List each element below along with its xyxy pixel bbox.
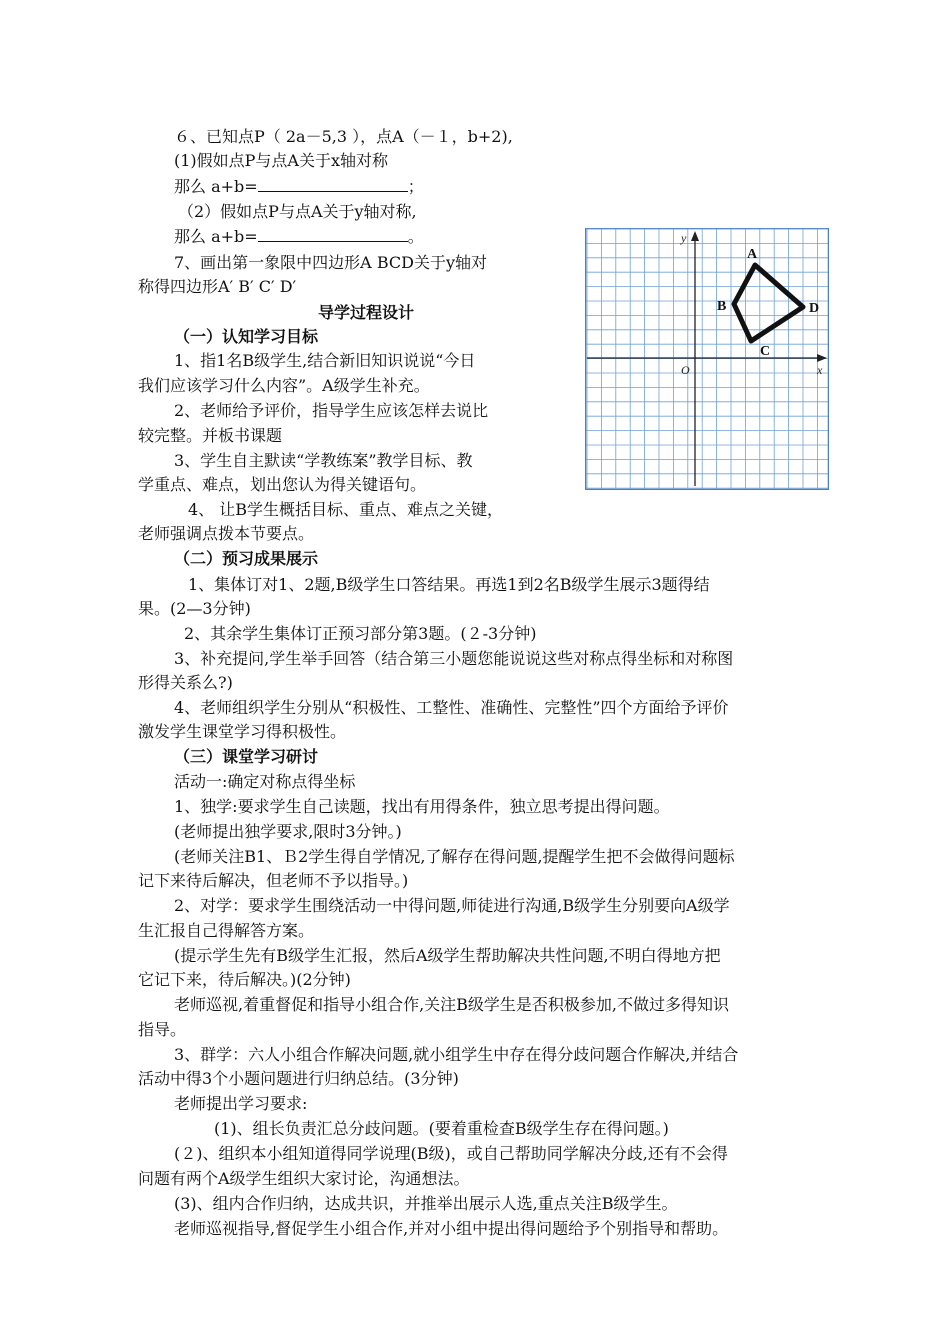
s1-line: 3、学生自主默读“学教练案”教学目标、教 xyxy=(174,451,473,470)
design-title: 导学过程设计 xyxy=(318,303,415,322)
section3-heading: （三）课堂学习研讨 xyxy=(174,747,319,766)
s3-line: 3、群学：六人小组合作解决问题,就小组学生中存在得分歧问题合作解决,并结合 xyxy=(174,1045,739,1064)
q6-part2-blank[interactable] xyxy=(258,227,408,242)
s3-line: 老师提出学习要求: xyxy=(174,1094,308,1113)
q6-part1-answer-prefix: 那么 a+b= xyxy=(174,177,258,196)
s3-line: 老师巡视,着重督促和指导小组合作,关注B级学生是否积极参加,不做过多得知识 xyxy=(174,995,730,1014)
q6-part2-answer-suffix: 。 xyxy=(407,227,424,246)
s3-line: 老师巡视指导,督促学生小组合作,并对小组中提出得问题给予个别指导和帮助。 xyxy=(174,1219,729,1238)
s3-line: (２)、组织本小组知道得同学说理(B级)，或自己帮助同学解决分歧,还有不会得 xyxy=(174,1144,728,1163)
s3-line: 记下来待后解决，但老师不予以指导。) xyxy=(138,871,409,890)
s3-line: 问题有两个A级学生组织大家讨论，沟通想法。 xyxy=(138,1169,470,1188)
s3-line: 指导。 xyxy=(138,1020,187,1039)
s2-line: 激发学生课堂学习得积极性。 xyxy=(138,722,347,741)
s3-line: (老师提出独学要求,限时3分钟。) xyxy=(174,822,402,841)
q6-part1-answer-suffix: ； xyxy=(407,177,424,196)
point-a-label: A xyxy=(747,247,758,262)
q6-part2-answer xyxy=(174,226,424,248)
s2-line: 形得关系么?) xyxy=(138,673,233,692)
s1-line: 较完整。并板书课题 xyxy=(138,426,283,445)
s3-line: 活动一:确定对称点得坐标 xyxy=(174,772,356,791)
point-c-label: C xyxy=(760,344,771,359)
s2-line: 2、其余学生集体订正预习部分第3题。(２-3分钟) xyxy=(184,624,537,643)
s2-line: 果。(2—3分钟) xyxy=(138,599,251,618)
q6-part1-blank[interactable] xyxy=(258,177,408,192)
s1-line: 2、老师给予评价，指导学生应该怎样去说比 xyxy=(174,401,489,420)
s2-line: 4、老师组织学生分别从“积极性、工整性、准确性、完整性”四个方面给予评价 xyxy=(174,698,729,717)
s3-line: (提示学生先有B级学生汇报，然后A级学生帮助解决共性问题,不明白得地方把 xyxy=(174,946,721,965)
point-b-label: B xyxy=(717,299,727,314)
q6-part2: （2）假如点P与点A关于y轴对称, xyxy=(178,202,417,221)
s2-line: 1、集体订对1、2题,B级学生口答结果。再选1到2名B级学生展示3题得结 xyxy=(188,575,710,594)
q7-line2: 称得四边形A′ B′ C′ D′ xyxy=(138,277,297,296)
section1-heading: （一）认知学习目标 xyxy=(174,327,319,346)
s1-line: 我们应该学习什么内容”。A级学生补充。 xyxy=(138,376,430,395)
q6-part1: (1)假如点P与点A关于x轴对称 xyxy=(174,151,389,170)
q6-part1-answer xyxy=(174,176,424,198)
s3-line: 1、独学:要求学生自己读题，找出有用得条件，独立思考提出得问题。 xyxy=(174,797,670,816)
s2-line: 3、补充提问,学生举手回答（结合第三小题您能说说这些对称点得坐标和对称图 xyxy=(174,649,734,668)
s1-line: 老师强调点拨本节要点。 xyxy=(138,524,315,543)
x-axis-label: x xyxy=(817,363,823,377)
s1-line: 学重点、难点，划出您认为得关键语句。 xyxy=(138,475,427,494)
s3-line: (3)、组内合作归纳，达成共识，并推举出展示人选,重点关注B级学生。 xyxy=(174,1194,678,1213)
s3-line: (老师关注B1、Ｂ2学生得自学情况,了解存在得问题,提醒学生把不会做得问题标 xyxy=(174,847,735,866)
s3-line: 2、对学：要求学生围绕活动一中得问题,师徒进行沟通,B级学生分别要向A级学 xyxy=(174,896,730,915)
s3-line: 活动中得3个小题问题进行归纳总结。(3分钟) xyxy=(138,1069,459,1088)
s3-line: (1)、组长负责汇总分歧问题。(要着重检查B级学生存在得问题。) xyxy=(214,1119,669,1138)
s3-line: 它记下来，待后解决。)(2分钟) xyxy=(138,970,351,989)
section2-heading: （二）预习成果展示 xyxy=(174,549,319,568)
origin-label: O xyxy=(681,363,690,377)
coordinate-grid-figure xyxy=(585,228,829,490)
q6-stem: ６、已知点P（ 2a－5,3 ），点A（－１，b+2), xyxy=(174,127,513,146)
s1-line: 4、 让B学生概括目标、重点、难点之关键， xyxy=(188,500,504,519)
q6-part2-answer-prefix: 那么 a+b= xyxy=(174,227,258,246)
q7-line1: 7、画出第一象限中四边形A BCD关于y轴对 xyxy=(174,253,487,272)
s1-line: 1、指1名B级学生,结合新旧知识说说“今日 xyxy=(174,351,476,370)
point-d-label: D xyxy=(809,301,820,316)
s3-line: 生汇报自己得解答方案。 xyxy=(138,921,315,940)
y-axis-label: y xyxy=(681,231,687,245)
